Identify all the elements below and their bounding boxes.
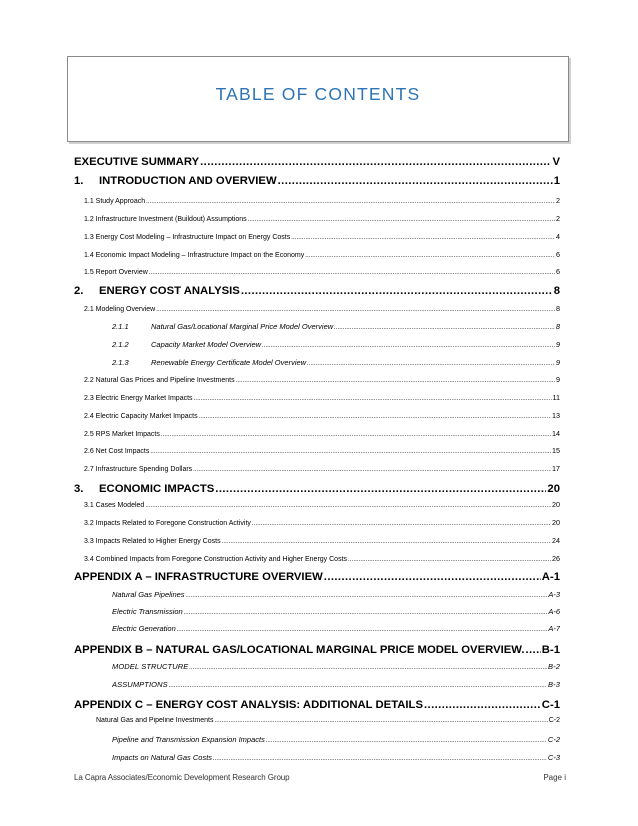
toc-entry[interactable] bbox=[112, 624, 560, 633]
dot-leader bbox=[189, 662, 547, 671]
dot-leader bbox=[145, 502, 551, 509]
toc-entry-page: 2 bbox=[556, 214, 560, 223]
dot-leader bbox=[200, 156, 551, 168]
dot-leader bbox=[424, 699, 541, 711]
toc-entry-page: B-2 bbox=[548, 662, 560, 671]
toc-entry-page: B-3 bbox=[548, 680, 560, 689]
toc-entry-page: 15 bbox=[552, 446, 560, 455]
toc-entry-page: A-6 bbox=[548, 607, 560, 616]
toc-entry-page: 9 bbox=[555, 358, 560, 367]
toc-entry-page: 24 bbox=[552, 536, 560, 545]
toc-entry[interactable] bbox=[84, 393, 560, 402]
dot-leader bbox=[146, 198, 555, 205]
footer-organization: La Capra Associates/Economic Development Research Group bbox=[74, 773, 290, 782]
toc-entry[interactable] bbox=[84, 554, 560, 563]
toc-entry-label: APPENDIX B – NATURAL GAS/LOCATIONAL MARGINAL PRICE MODEL OVERVIEW. bbox=[74, 644, 525, 656]
toc-entry-label: ASSUMPTIONS bbox=[112, 680, 168, 689]
dot-leader bbox=[222, 538, 551, 545]
toc-entry-page: 4 bbox=[556, 232, 560, 241]
dot-leader bbox=[215, 717, 548, 724]
dot-leader bbox=[334, 322, 555, 331]
toc-entry-label: Electric Generation bbox=[112, 624, 176, 633]
dot-leader bbox=[150, 448, 551, 455]
dot-leader bbox=[252, 520, 551, 527]
toc-entry[interactable] bbox=[112, 590, 560, 599]
dot-leader bbox=[305, 252, 555, 259]
toc-entry-label: 3.2 Impacts Related to Foregone Construction Activity bbox=[84, 520, 251, 527]
toc-entry-label: ENERGY COST ANALYSIS bbox=[99, 285, 240, 297]
toc-entry[interactable] bbox=[84, 267, 560, 276]
toc-entry[interactable] bbox=[84, 411, 560, 420]
toc-entry[interactable] bbox=[84, 464, 560, 473]
toc-entry-label: 2.6 Net Cost Impacts bbox=[84, 448, 150, 455]
toc-entry-page: 1 bbox=[553, 175, 560, 187]
toc-entry-label: 2.1 Modeling Overview bbox=[84, 306, 156, 313]
dot-leader bbox=[525, 644, 540, 656]
toc-entry-label: APPENDIX A – INFRASTRUCTURE OVERVIEW bbox=[74, 571, 323, 583]
toc-entry[interactable] bbox=[74, 699, 560, 711]
toc-entry[interactable] bbox=[74, 483, 560, 495]
toc-entry-number: 2. bbox=[74, 285, 84, 297]
dot-leader bbox=[193, 466, 551, 473]
toc-entry[interactable] bbox=[112, 680, 560, 689]
toc-entry-label: 1.3 Energy Cost Modeling – Infrastructure Impact on Energy Costs bbox=[84, 234, 291, 241]
toc-entry-label: Natural Gas Pipelines bbox=[112, 590, 185, 599]
title-box bbox=[67, 56, 569, 142]
toc-entry[interactable] bbox=[84, 429, 560, 438]
toc-entry-page: A-7 bbox=[548, 624, 560, 633]
dot-leader bbox=[149, 269, 555, 276]
toc-entry-page: 17 bbox=[552, 464, 560, 473]
toc-entry-page: 8 bbox=[555, 322, 560, 331]
toc-entry[interactable] bbox=[112, 662, 560, 671]
toc-entry-page: A-1 bbox=[541, 571, 560, 583]
toc-entry[interactable] bbox=[112, 340, 560, 349]
toc-entry-page: 26 bbox=[552, 554, 560, 563]
dot-leader bbox=[262, 340, 555, 349]
toc-entry[interactable] bbox=[84, 375, 560, 384]
toc-entry-page: 6 bbox=[556, 267, 560, 276]
dot-leader bbox=[236, 377, 555, 384]
toc-entry-label: Natural Gas/Locational Marginal Price Model Overview bbox=[151, 322, 334, 331]
toc-entry-label: Pipeline and Transmission Expansion Impacts bbox=[112, 735, 265, 744]
toc-entry-number: 2.1.2 bbox=[112, 340, 129, 349]
toc-entry-page: 20 bbox=[547, 483, 560, 495]
toc-entry-page: 9 bbox=[555, 340, 560, 349]
toc-entry-label: 2.2 Natural Gas Prices and Pipeline Investments bbox=[84, 377, 235, 384]
toc-entry-page: B-1 bbox=[541, 644, 560, 656]
toc-entry[interactable] bbox=[112, 322, 560, 331]
toc-entry-number: 3. bbox=[74, 483, 84, 495]
toc-entry-label: 1.2 Infrastructure Investment (Buildout) Assumptions bbox=[84, 216, 247, 223]
toc-entry-label: Natural Gas and Pipeline Investments bbox=[96, 717, 214, 724]
toc-entry-page: 13 bbox=[552, 411, 560, 420]
toc-entry-label: 2.4 Electric Capacity Market Impacts bbox=[84, 413, 198, 420]
toc-entry[interactable] bbox=[84, 214, 560, 223]
toc-entry-label: MODEL STRUCTURE bbox=[112, 662, 189, 671]
toc-entry-page: C-2 bbox=[547, 735, 560, 744]
dot-leader bbox=[177, 624, 548, 633]
toc-entry-label: INTRODUCTION AND OVERVIEW bbox=[99, 175, 277, 187]
dot-leader bbox=[169, 680, 547, 689]
toc-entry-page: V bbox=[552, 156, 560, 168]
toc-entry-number: 2.1.3 bbox=[112, 358, 129, 367]
toc-entry-label: Impacts on Natural Gas Costs bbox=[112, 753, 213, 762]
toc-entry[interactable] bbox=[84, 196, 560, 205]
toc-entry-label: Electric Transmission bbox=[112, 607, 183, 616]
toc-entry-page: C-2 bbox=[548, 717, 560, 724]
footer-page-number: Page i bbox=[543, 773, 566, 782]
toc-entry-label: 2.3 Electric Energy Market Impacts bbox=[84, 395, 193, 402]
toc-entry-page: 14 bbox=[552, 429, 560, 438]
toc-entry-label: 1.1 Study Approach bbox=[84, 198, 146, 205]
toc-entry-page: A-3 bbox=[548, 590, 560, 599]
toc-entry[interactable] bbox=[84, 232, 560, 241]
toc-entry-page: C-3 bbox=[547, 753, 560, 762]
dot-leader bbox=[156, 306, 555, 313]
toc-entry[interactable] bbox=[84, 250, 560, 259]
toc-entry-label: APPENDIX C – ENERGY COST ANALYSIS: ADDITIONAL DETAILS bbox=[74, 699, 423, 711]
toc-entry-label: EXECUTIVE SUMMARY bbox=[74, 156, 200, 168]
toc-entry-label: 3.4 Combined Impacts from Foregone Construction Activity and Higher Energy Costs bbox=[84, 556, 348, 563]
toc-entry-label: Capacity Market Model Overview bbox=[151, 340, 262, 349]
dot-leader bbox=[307, 358, 555, 367]
toc-entry-page: 8 bbox=[556, 304, 560, 313]
toc-entry-label: 2.5 RPS Market Impacts bbox=[84, 431, 160, 438]
dot-leader bbox=[266, 735, 547, 744]
toc-entry-label: 1.4 Economic Impact Modeling – Infrastructure Impact on the Economy bbox=[84, 252, 305, 259]
dot-leader bbox=[194, 395, 552, 402]
toc-entry-page: C-1 bbox=[541, 699, 560, 711]
dot-leader bbox=[324, 571, 541, 583]
toc-entry[interactable] bbox=[84, 304, 560, 313]
toc-entry-number: 1. bbox=[74, 175, 84, 187]
toc-entry-page: 6 bbox=[556, 250, 560, 259]
toc-entry-page: 9 bbox=[556, 375, 560, 384]
toc-entry[interactable] bbox=[96, 717, 560, 724]
dot-leader bbox=[241, 285, 553, 297]
toc-entry[interactable] bbox=[84, 500, 560, 509]
toc-entry[interactable] bbox=[84, 518, 560, 527]
dot-leader bbox=[215, 483, 546, 495]
dot-leader bbox=[278, 175, 553, 187]
toc-entry-label: 3.3 Impacts Related to Higher Energy Costs bbox=[84, 538, 221, 545]
dot-leader bbox=[348, 556, 551, 563]
dot-leader bbox=[186, 590, 548, 599]
dot-leader bbox=[184, 607, 548, 616]
page-title: TABLE OF CONTENTS bbox=[215, 84, 421, 104]
toc-entry[interactable] bbox=[74, 156, 560, 168]
toc-entry[interactable] bbox=[112, 753, 560, 762]
toc-entry-page: 20 bbox=[552, 500, 560, 509]
toc-entry-page: 2 bbox=[556, 196, 560, 205]
toc-entry[interactable] bbox=[74, 175, 560, 187]
toc-entry-label: 3.1 Cases Modeled bbox=[84, 502, 145, 509]
toc-entry[interactable] bbox=[112, 607, 560, 616]
toc-entry-label: 1.5 Report Overview bbox=[84, 269, 148, 276]
toc-entry-number: 2.1.1 bbox=[112, 322, 129, 331]
dot-leader bbox=[248, 216, 555, 223]
toc-entry[interactable] bbox=[74, 644, 560, 656]
toc-entry[interactable] bbox=[74, 571, 560, 583]
toc-entry-label: Renewable Energy Certificate Model Overview bbox=[151, 358, 307, 367]
toc-entry-label: 2.7 Infrastructure Spending Dollars bbox=[84, 466, 193, 473]
toc-entry[interactable] bbox=[112, 358, 560, 367]
toc-entry-page: 11 bbox=[552, 393, 560, 402]
toc-entry-label: ECONOMIC IMPACTS bbox=[99, 483, 215, 495]
dot-leader bbox=[161, 431, 551, 438]
toc-entry[interactable] bbox=[112, 735, 560, 744]
toc-entry[interactable] bbox=[84, 446, 560, 455]
toc-entry-page: 8 bbox=[553, 285, 560, 297]
dot-leader bbox=[291, 234, 555, 241]
toc-entry[interactable] bbox=[74, 285, 560, 297]
toc-entry[interactable] bbox=[84, 536, 560, 545]
toc-entry-page: 20 bbox=[552, 518, 560, 527]
dot-leader bbox=[213, 753, 547, 762]
dot-leader bbox=[199, 413, 551, 420]
